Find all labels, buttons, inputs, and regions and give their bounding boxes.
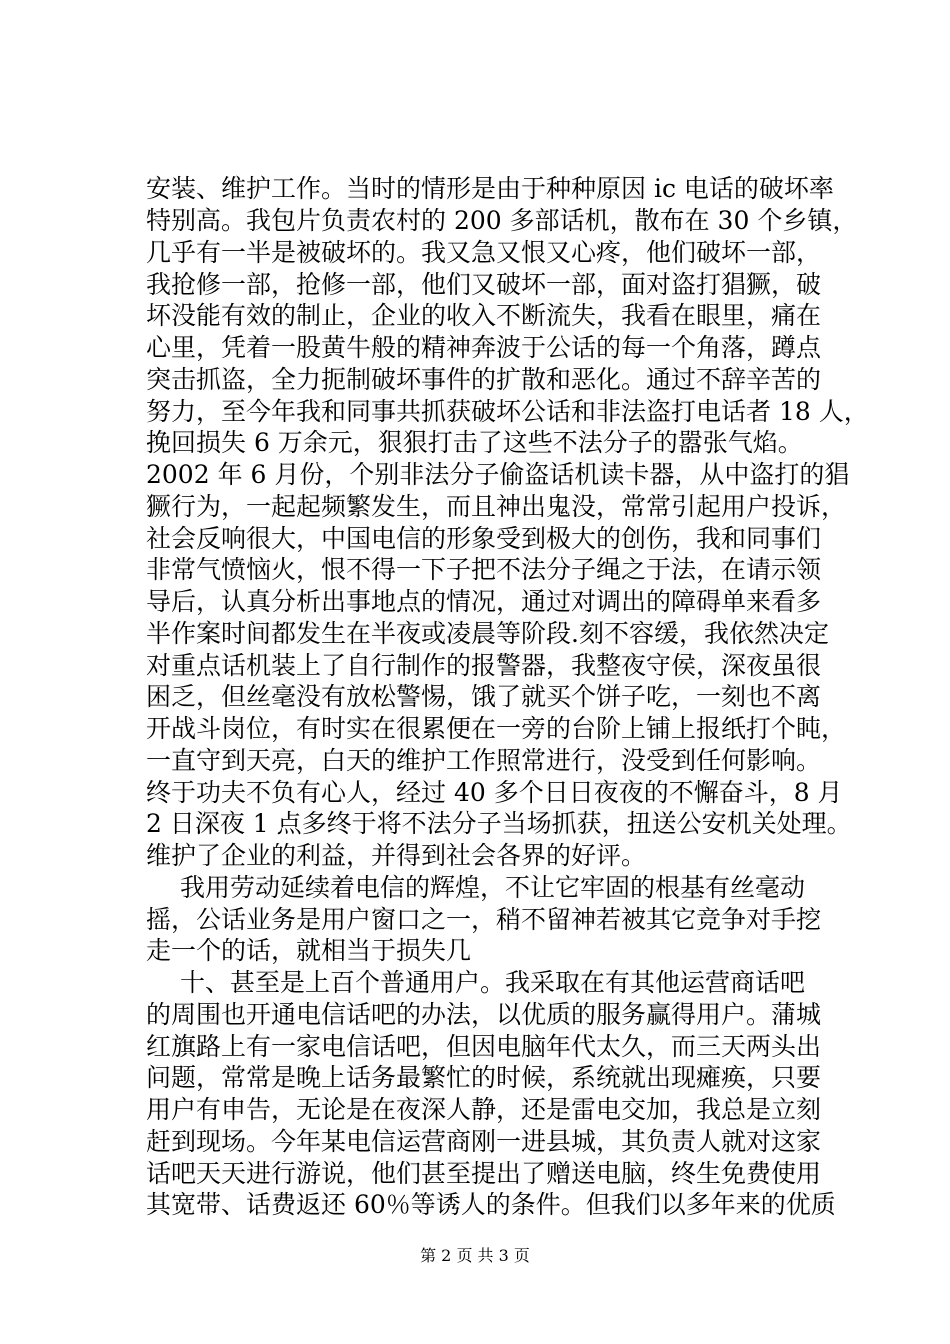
body-line: 非常气愤恼火，恨不得一下子把不法分子绳之于法，在请示领 <box>146 555 822 584</box>
body-line: 赶到现场。今年某电信运营商刚一进县城，其负责人就对这家 <box>146 1127 822 1156</box>
body-line: 坏没能有效的制止，企业的收入不断流失，我看在眼里，痛在 <box>146 301 822 330</box>
body-line: 导后，认真分析出事地点的情况，通过对调出的障碍单来看多 <box>146 587 822 616</box>
body-line: 摇，公话业务是用户窗口之一，稍不留神若被其它竞争对手挖 <box>146 905 822 934</box>
body-line: 挽回损失 6 万余元，狠狠打击了这些不法分子的嚣张气焰。 <box>146 428 803 457</box>
body-line: 獗行为，一起起频繁发生，而且神出鬼没，常常引起用户投诉， <box>146 492 847 521</box>
page-number-footer: 第 2 页 共 3 页 <box>420 1246 530 1265</box>
body-line: 几乎有一半是被破坏的。我又急又恨又心疼，他们破坏一部， <box>146 238 822 267</box>
body-line: 维护了企业的利益，并得到社会各界的好评。 <box>146 841 647 870</box>
paragraph-first-line: 十、甚至是上百个普通用户。我采取在有其他运营商话吧 <box>180 968 806 997</box>
body-line: 2002 年 6 月份，个别非法分子偷盗话机读卡器，从中盗打的猖 <box>146 460 850 489</box>
paragraph-first-line: 我用劳动延续着电信的辉煌，不让它牢固的根基有丝毫动 <box>180 873 806 902</box>
body-line: 特别高。我包片负责农村的 200 多部话机，散布在 30 个乡镇， <box>146 206 858 235</box>
body-line: 开战斗岗位，有时实在很累便在一旁的台阶上铺上报纸打个盹， <box>146 714 847 743</box>
body-line: 其宽带、话费返还 60％等诱人的条件。但我们以多年来的优质 <box>146 1190 836 1219</box>
body-line: 半作案时间都发生在半夜或凌晨等阶段.刻不容缓，我依然决定 <box>146 619 829 648</box>
body-line: 走一个的话，就相当于损失几 <box>146 936 472 965</box>
body-line: 话吧天天进行游说，他们甚至提出了赠送电脑，终生免费使用 <box>146 1159 822 1188</box>
body-line: 努力，至今年我和同事共抓获破坏公话和非法盗打电话者 18 人， <box>146 397 869 426</box>
body-line: 一直守到天亮，白天的维护工作照常进行，没受到任何影响。 <box>146 746 822 775</box>
body-line: 社会反响很大，中国电信的形象受到极大的创伤，我和同事们 <box>146 524 822 553</box>
body-line: 我抢修一部，抢修一部，他们又破坏一部，面对盗打猖獗，破 <box>146 270 822 299</box>
body-line: 安装、维护工作。当时的情形是由于种种原因 ic 电话的破坏率 <box>146 174 834 203</box>
body-line: 对重点话机装上了自行制作的报警器，我整夜守侯，深夜虽很 <box>146 651 822 680</box>
body-line: 用户有申告，无论是在夜深人静，还是雷电交加，我总是立刻 <box>146 1095 822 1124</box>
body-line: 突击抓盗，全力扼制破坏事件的扩散和恶化。通过不辞辛苦的 <box>146 365 822 394</box>
body-line: 困乏，但丝毫没有放松警惕，饿了就买个饼子吃，一刻也不离 <box>146 682 822 711</box>
body-line: 终于功夫不负有心人，经过 40 多个日日夜夜的不懈奋斗，8 月 <box>146 778 843 807</box>
body-line: 红旗路上有一家电信话吧，但因电脑年代太久，而三天两头出 <box>146 1032 822 1061</box>
body-line: 2 日深夜 1 点多终于将不法分子当场抓获，扭送公安机关处理。 <box>146 809 852 838</box>
body-line: 问题，常常是晚上话务最繁忙的时候，系统就出现瘫痪，只要 <box>146 1063 822 1092</box>
body-line: 的周围也开通电信话吧的办法，以优质的服务赢得用户。蒲城 <box>146 1000 822 1029</box>
body-line: 心里，凭着一股黄牛般的精神奔波于公话的每一个角落，蹲点 <box>146 333 822 362</box>
